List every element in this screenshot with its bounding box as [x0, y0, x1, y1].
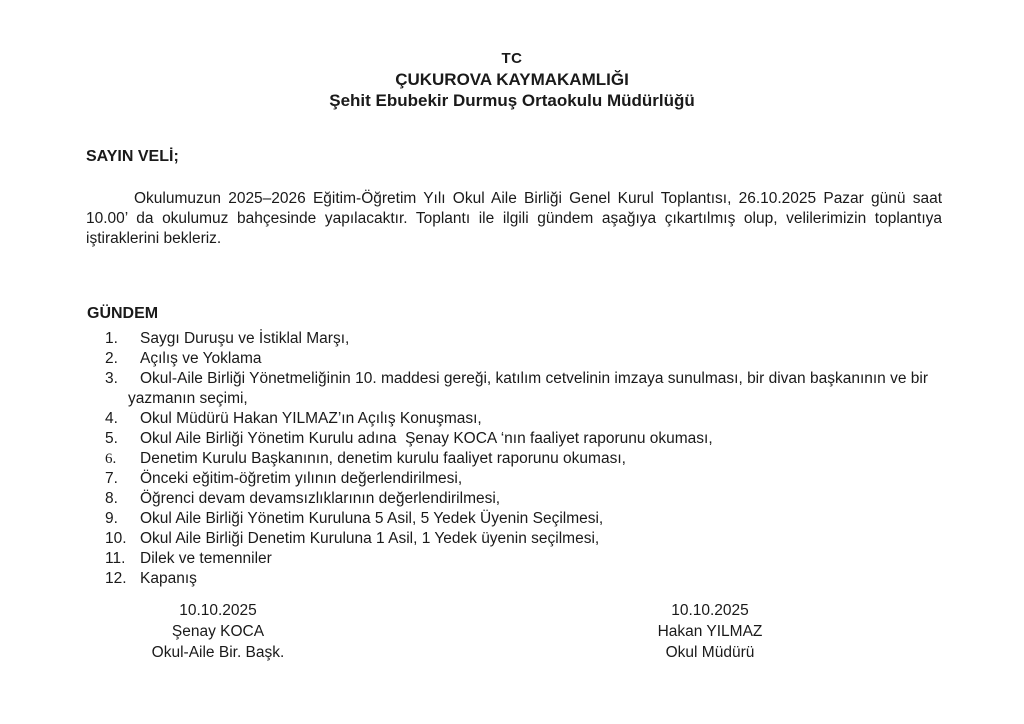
- agenda-item-number: 11.: [105, 550, 126, 567]
- intro-paragraph: Okulumuzun 2025–2026 Eğitim-Öğretim Yılı Okul Aile Birliği Genel Kurul Toplantısı, 26.10.2025 Pazar günü saat 10.00’ da okulumuz bahçesinde yapılacaktır. Toplantı ile ilgili gündem aşağıya çıkartılmış olup, velilerimizin toplantıya iştiraklerini bekleriz.: [86, 190, 942, 247]
- agenda-item: [86, 549, 944, 569]
- agenda-item-number: 3.: [105, 370, 118, 387]
- agenda-item-text: Açılış ve Yoklama: [140, 350, 262, 367]
- agenda-item-number: 5.: [105, 430, 118, 447]
- agenda-item-number: 9.: [105, 510, 118, 527]
- agenda-item-number: 1.: [105, 330, 118, 347]
- agenda-item-text: Saygı Duruşu ve İstiklal Marşı,: [140, 330, 350, 347]
- agenda-item: [86, 369, 944, 409]
- agenda-item-number: 10.: [105, 530, 127, 547]
- agenda-item: [86, 409, 944, 429]
- signature-block-left: [108, 600, 328, 663]
- agenda-item-text: Okul Aile Birliği Yönetim Kurulu adına Şenay KOCA ‘nın faaliyet raporunu okuması,: [140, 430, 713, 447]
- agenda-item: [86, 349, 944, 369]
- agenda-item-text: Okul-Aile Birliği Yönetmeliğinin 10. maddesi gereği, katılım cetvelinin imzaya sunulması, bir divan başkanının ve bir yazmanın seçimi,: [128, 370, 933, 407]
- letterhead: [0, 48, 1024, 111]
- agenda-item-number: 8.: [105, 490, 118, 507]
- agenda-item: [86, 529, 944, 549]
- signature-date: 10.10.2025: [179, 602, 257, 619]
- signature-name: Hakan YILMAZ: [657, 623, 763, 640]
- letterhead-district: ÇUKUROVA KAYMAKAMLIĞI: [395, 70, 629, 89]
- signature-title: Okul-Aile Bir. Başk.: [151, 644, 285, 661]
- agenda-item: [86, 469, 944, 489]
- agenda-item-text: Dilek ve temenniler: [140, 550, 272, 567]
- agenda-item-text: Öğrenci devam devamsızlıklarının değerlendirilmesi,: [140, 490, 501, 507]
- agenda-item: [86, 569, 944, 589]
- agenda-list: [86, 329, 944, 589]
- agenda-item: [86, 449, 944, 469]
- salutation: SAYIN VELİ;: [86, 148, 179, 165]
- agenda-item: [86, 329, 944, 349]
- agenda-title: GÜNDEM: [87, 305, 159, 322]
- agenda-item-number: 12.: [105, 570, 127, 587]
- signature-title: Okul Müdürü: [665, 644, 755, 661]
- agenda-item-number: 2.: [105, 350, 118, 367]
- signature-block-right: [600, 600, 820, 663]
- agenda-item-number: 7.: [105, 470, 118, 487]
- agenda-item-number: 6.: [105, 451, 117, 467]
- agenda-item: [86, 509, 944, 529]
- letterhead-school: Şehit Ebubekir Durmuş Ortaokulu Müdürlüğü: [329, 91, 695, 110]
- signature-name: Şenay KOCA: [171, 623, 265, 640]
- agenda-item: [86, 429, 944, 449]
- agenda-item-text: Kapanış: [140, 570, 197, 587]
- agenda-item-text: Denetim Kurulu Başkanının, denetim kurulu faaliyet raporunu okuması,: [140, 450, 626, 467]
- agenda-item-text: Okul Aile Birliği Denetim Kuruluna 1 Asil, 1 Yedek üyenin seçilmesi,: [140, 530, 600, 547]
- letterhead-state: TC: [501, 50, 523, 67]
- agenda-item-text: Önceki eğitim-öğretim yılının değerlendirilmesi,: [140, 470, 463, 487]
- agenda-item-number: 4.: [105, 410, 118, 427]
- agenda-item-text: Okul Müdürü Hakan YILMAZ’ın Açılış Konuşması,: [140, 410, 482, 427]
- agenda-item: [86, 489, 944, 509]
- signature-date: 10.10.2025: [671, 602, 749, 619]
- agenda-item-text: Okul Aile Birliği Yönetim Kuruluna 5 Asil, 5 Yedek Üyenin Seçilmesi,: [140, 510, 604, 527]
